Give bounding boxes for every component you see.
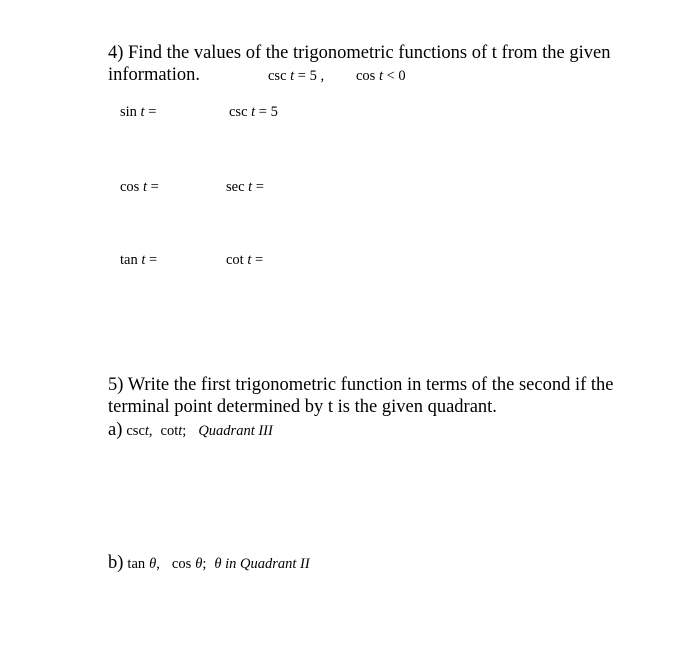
row-sin: sin t = (120, 104, 157, 120)
row-csc: csc t = 5 (229, 104, 278, 120)
row-sec: sec t = (226, 179, 264, 195)
q5-line2: terminal point determined by t is the given quadrant. (108, 397, 497, 417)
q5-part-b: b) tan θ, cos θ; θ in Quadrant II (108, 553, 310, 573)
row-tan: tan t = (120, 252, 158, 268)
q5-line1: 5) Write the first trigonometric function in terms of the second if the (108, 375, 614, 395)
q4-line1: 4) Find the values of the trigonometric functions of t from the given (108, 43, 611, 63)
given-cos: cos t < 0 (356, 68, 406, 84)
q4-line2: information. (108, 65, 200, 85)
given-csc: csc t = 5 , (268, 68, 325, 84)
row-cot: cot t = (226, 252, 264, 268)
q5-part-a: a) csct, cott; Quadrant III (108, 420, 273, 440)
row-cos: cos t = (120, 179, 159, 195)
